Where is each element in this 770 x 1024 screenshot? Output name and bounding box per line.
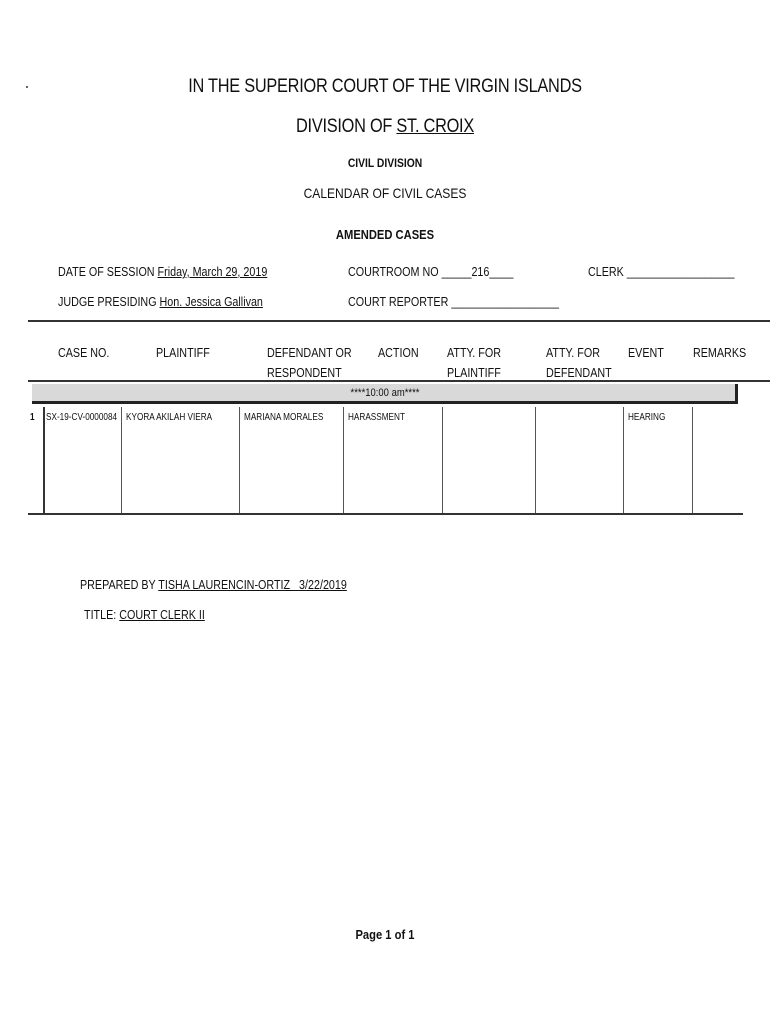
cell-action: HARASSMENT — [348, 412, 405, 423]
table-top-rule — [28, 320, 770, 322]
title-value: COURT CLERK II — [119, 608, 205, 622]
division-name: ST. CROIX — [396, 116, 474, 137]
grid-line — [343, 407, 344, 514]
date-of-session — [58, 265, 267, 279]
cell-case-no: SX-19-CV-0000084 — [46, 412, 118, 423]
grid-line — [535, 407, 536, 514]
judge-presiding — [58, 295, 263, 309]
stray-mark — [26, 86, 28, 88]
col-header-action: ACTION — [378, 346, 419, 360]
cell-plaintiff: KYORA AKILAH VIERA — [126, 412, 213, 423]
col-header-event: EVENT — [628, 346, 664, 360]
cell-defendant: MARIANA MORALES — [244, 412, 324, 423]
calendar-title: CALENDAR OF CIVIL CASES — [303, 185, 467, 201]
grid-line — [692, 407, 693, 514]
date-value: Friday, March 29, 2019 — [157, 265, 268, 279]
clerk-title — [84, 608, 205, 622]
col-header-plaintiff: PLAINTIFF — [156, 346, 210, 360]
prepared-value: TISHA LAURENCIN-ORTIZ 3/22/2019 — [158, 578, 347, 592]
time-slot-bar — [32, 384, 738, 404]
judge-label: JUDGE PRESIDING — [58, 295, 160, 309]
reporter-label: COURT REPORTER — [348, 295, 452, 309]
reporter-value: __________________ — [451, 295, 559, 309]
col-header-atty-defendant: ATTY. FOR DEFENDANT — [546, 346, 612, 380]
grid-line — [121, 407, 122, 514]
division-prefix: DIVISION OF — [296, 116, 397, 137]
courtroom-label: COURTROOM NO — [348, 265, 442, 279]
table-bottom-rule — [28, 513, 743, 515]
col-header-case-no: CASE NO. — [58, 346, 110, 360]
grid-line — [43, 407, 45, 514]
judge-value: Hon. Jessica Gallivan — [159, 295, 263, 309]
time-slot-label: ****10:00 am**** — [350, 387, 420, 399]
col-header-defendant: DEFENDANT OR RESPONDENT — [267, 346, 352, 380]
courtroom-value: _____216____ — [441, 265, 514, 279]
prepared-by — [80, 578, 347, 592]
clerk — [588, 265, 734, 279]
prepared-label: PREPARED BY — [80, 578, 159, 592]
courtroom-no — [348, 265, 513, 279]
title-label: TITLE: — [84, 608, 120, 622]
row-number: 1 — [30, 412, 35, 423]
grid-line — [239, 407, 240, 514]
date-label: DATE OF SESSION — [58, 265, 158, 279]
court-reporter — [348, 295, 559, 309]
col-header-remarks: REMARKS — [693, 346, 747, 360]
court-title: IN THE SUPERIOR COURT OF THE VIRGIN ISLANDS — [188, 76, 582, 97]
clerk-label: CLERK — [588, 265, 627, 279]
cell-event: HEARING — [628, 412, 666, 423]
grid-line — [442, 407, 443, 514]
division-title — [54, 116, 716, 138]
header-bottom-rule — [28, 380, 770, 382]
amended-cases-heading: AMENDED CASES — [335, 227, 435, 242]
page-number: Page 1 of 1 — [355, 927, 415, 942]
col-header-atty-plaintiff: ATTY. FOR PLAINTIFF — [447, 346, 501, 380]
civil-division-heading: CIVIL DIVISION — [347, 156, 423, 170]
grid-line — [623, 407, 624, 514]
clerk-value: __________________ — [626, 265, 735, 279]
